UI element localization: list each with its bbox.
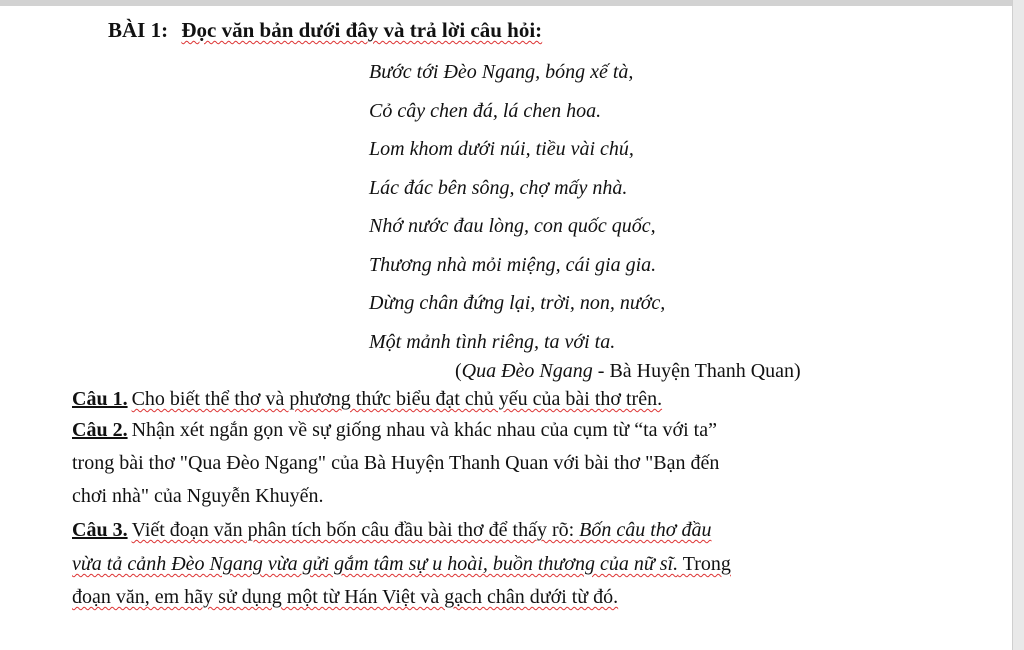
question-2-line-1	[72, 419, 717, 442]
poem-line: Dừng chân đứng lại, trời, non, nước,	[369, 292, 666, 314]
poem-line: Một mảnh tình riêng, ta với ta.	[369, 330, 616, 353]
question-3-text-3: đoạn văn, em hãy sử dụng một từ Hán Việt và gạch chân dưới từ đó.	[72, 586, 619, 608]
exercise-instruction: Đọc văn bản dưới đây và trả lời câu hỏi:	[181, 18, 543, 42]
exercise-label: BÀI 1:	[108, 18, 169, 42]
question-3-text-2: Trong	[678, 553, 731, 575]
source-author: - Bà Huyện Thanh Quan)	[592, 360, 801, 382]
poem-line: Lác đác bên sông, chợ mấy nhà.	[369, 176, 628, 199]
question-3-emphasis-2: vừa tả cảnh Đèo Ngang vừa gửi gắm tâm sự u hoài, buồn thương của nữ sĩ.	[72, 553, 679, 575]
poem-line: Nhớ nước đau lòng, con quốc quốc,	[369, 215, 656, 237]
question-3-line-3	[72, 586, 618, 609]
question-2-line-3: chơi nhà" của Nguyễn Khuyến.	[72, 485, 324, 507]
question-2-label: Câu 2.	[72, 419, 128, 441]
poem-line: Thương nhà mỏi miệng, cái gia gia.	[369, 253, 657, 276]
poem	[369, 59, 665, 367]
poem-source	[455, 360, 801, 383]
poem-line: Lom khom dưới núi, tiều vài chú,	[369, 138, 634, 160]
question-2-line-2: trong bài thơ "Qua Đèo Ngang" của Bà Huyện Thanh Quan với bài thơ "Bạn đến	[72, 452, 720, 474]
source-open-paren: (	[455, 360, 462, 382]
question-3-label: Câu 3.	[72, 519, 128, 541]
document-page	[0, 6, 1012, 650]
question-2-text-1: Nhận xét ngắn gọn về sự giống nhau và khác nhau của cụm từ “ta với ta”	[131, 419, 717, 441]
question-1	[72, 388, 662, 411]
window-right-edge	[1012, 0, 1024, 650]
poem-line: Bước tới Đèo Ngang, bóng xế tà,	[369, 61, 634, 83]
question-1-label: Câu 1.	[72, 388, 128, 410]
question-3-line-2	[72, 553, 731, 576]
question-1-text: Cho biết thể thơ và phương thức biểu đạt chủ yếu của bài thơ trên.	[131, 388, 663, 410]
question-3-line-1	[72, 519, 711, 542]
question-3-emphasis-1: Bốn câu thơ đầu	[579, 519, 712, 541]
exercise-heading	[108, 18, 542, 43]
poem-line: Cỏ cây chen đá, lá chen hoa.	[369, 99, 602, 122]
question-3-text-1: Viết đoạn văn phân tích bốn câu đầu bài thơ để thấy rõ:	[131, 519, 580, 541]
source-title: Qua Đèo Ngang	[461, 360, 593, 382]
